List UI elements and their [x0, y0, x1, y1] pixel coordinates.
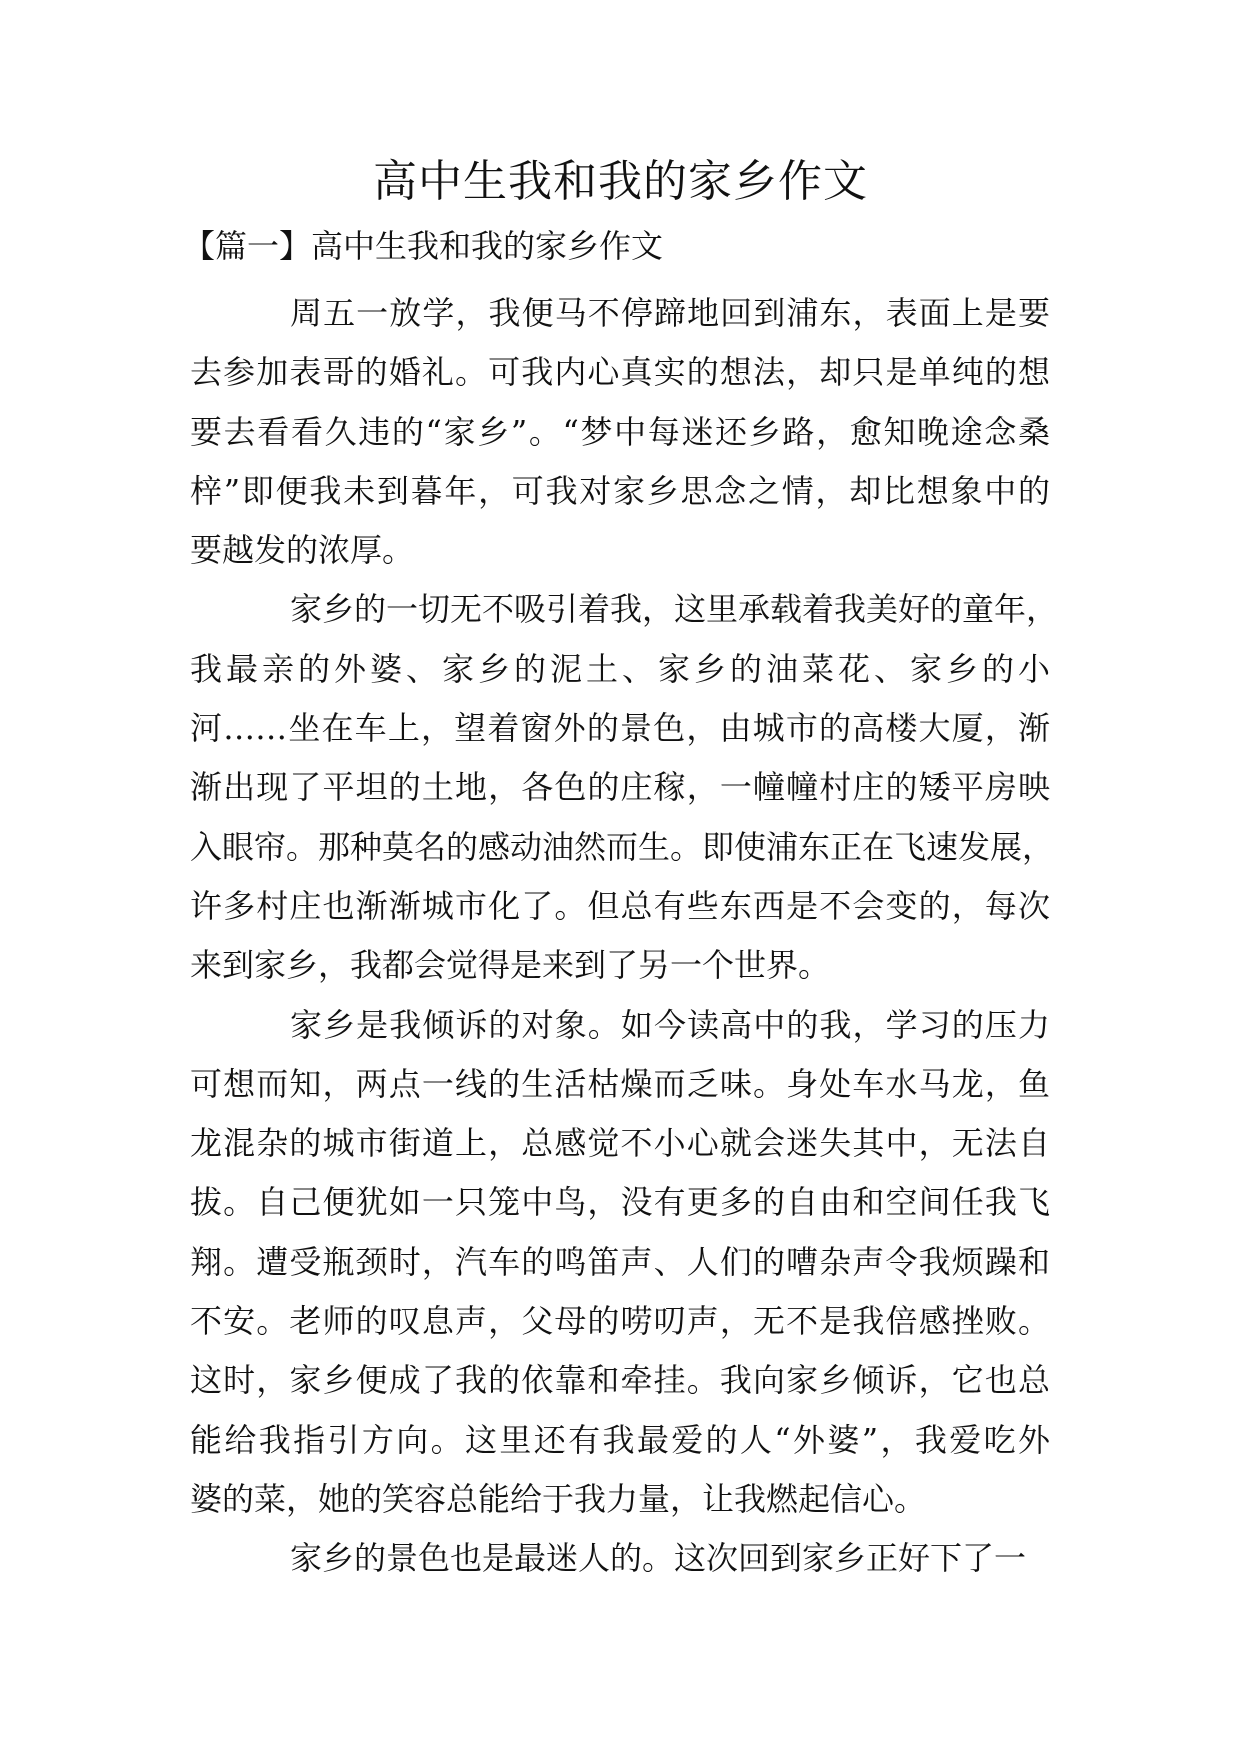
text-line: 周五一放学，我便马不停蹄地回到浦东，表面上是要 — [290, 294, 1050, 332]
essay-body — [190, 284, 1059, 1589]
document-title: 高中生我和我的家乡作文 — [373, 156, 868, 207]
text-line: 家乡的景色也是最迷人的。这次回到家乡正好下了一 — [290, 1539, 1027, 1578]
text-line: 许多村庄也渐渐城市化了。但总有些东西是不会变的，每次 — [190, 886, 1050, 925]
text-line: 河……坐在车上，望着窗外的景色，由城市的高楼大厦，渐 — [190, 709, 1050, 748]
text-line: 能给我指引方向。这里还有我最爱的人“外婆”，我爱吃外 — [190, 1420, 1050, 1459]
text-line: 渐出现了平坦的土地，各色的庄稼，一幢幢村庄的矮平房映 — [190, 768, 1050, 807]
text-line: 去参加表哥的婚礼。可我内心真实的想法，却只是单纯的想 — [190, 353, 1050, 392]
text-line: 要去看看久违的“家乡”。“梦中每迷还乡路，愈知晚途念桑 — [190, 412, 1050, 451]
text-line: 家乡是我倾诉的对象。如今读高中的我，学习的压力 — [290, 1005, 1050, 1044]
text-line: 家乡的一切无不吸引着我，这里承载着我美好的童年， — [290, 590, 1059, 629]
text-line: 龙混杂的城市街道上，总感觉不小心就会迷失其中，无法自 — [190, 1124, 1050, 1163]
text-line: 来到家乡，我都会觉得是来到了另一个世界。 — [190, 946, 831, 985]
text-line: 要越发的浓厚。 — [190, 531, 415, 570]
text-line: 梓”即便我未到暮年，可我对家乡思念之情，却比想象中的 — [190, 471, 1050, 510]
text-line: 婆的菜，她的笑容总能给于我力量，让我燃起信心。 — [190, 1479, 927, 1518]
text-line: 这时，家乡便成了我的依靠和牵挂。我向家乡倾诉，它也总 — [190, 1361, 1050, 1400]
text-line: 我最亲的外婆、家乡的泥土、家乡的油菜花、家乡的小 — [190, 649, 1050, 688]
text-line: 翔。遭受瓶颈时，汽车的鸣笛声、人们的嘈杂声令我烦躁和 — [190, 1242, 1050, 1281]
text-line: 不安。老师的叹息声，父母的唠叨声，无不是我倍感挫败。 — [190, 1302, 1050, 1341]
text-line: 拔。自己便犹如一只笼中鸟，没有更多的自由和空间任我飞 — [190, 1183, 1050, 1222]
text-line: 可想而知，两点一线的生活枯燥而乏味。身处车水马龙，鱼 — [190, 1064, 1050, 1103]
text-line: 入眼帘。那种莫名的感动油然而生。即使浦东正在飞速发展， — [190, 827, 1055, 866]
section-heading: 【篇一】高中生我和我的家乡作文 — [183, 227, 664, 265]
